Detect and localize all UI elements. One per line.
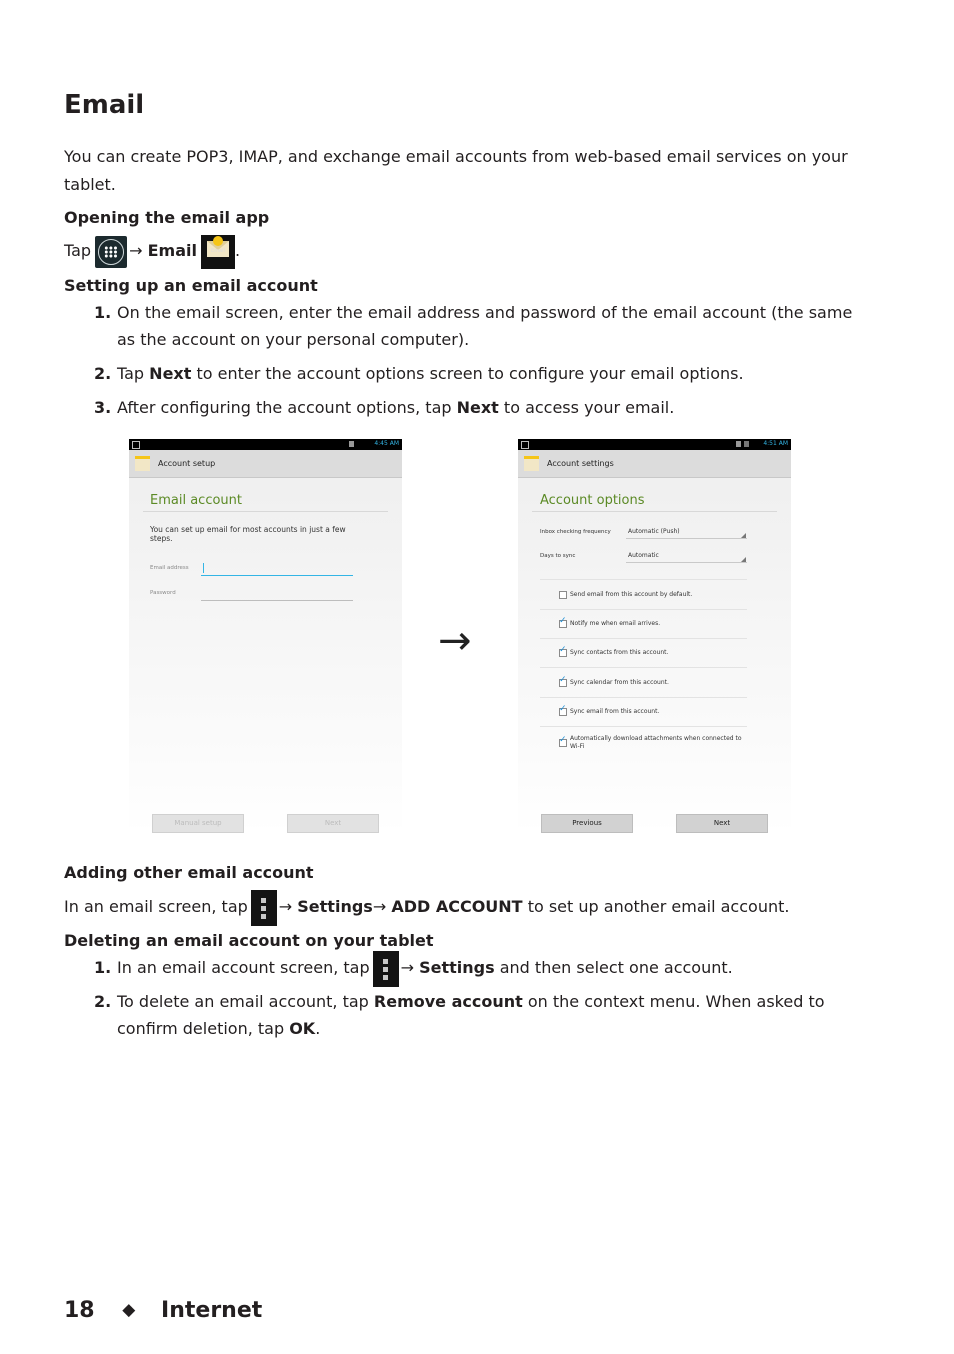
step-number: 2. (94, 364, 112, 383)
account-settings-screenshot (518, 439, 791, 834)
step-number: 1. (94, 303, 112, 322)
checkbox-checked-icon[interactable] (559, 679, 567, 687)
tap-text: Tap (64, 241, 92, 260)
setup-step-2: Tap Next to enter the account options screen to configure your email options. (117, 364, 744, 383)
action-title: Account setup (158, 459, 216, 468)
action-bar (129, 450, 402, 478)
step-number: 2. (94, 992, 112, 1011)
heading-rule (532, 511, 777, 512)
status-bar (129, 439, 402, 450)
diamond-icon: ◆ (122, 1300, 136, 1320)
status-time: 4:51 AM (763, 440, 788, 447)
inbox-frequency-label: Inbox checking frequency (540, 529, 611, 535)
password-input[interactable] (201, 600, 353, 601)
days-to-sync-label: Days to sync (540, 553, 576, 559)
setup-step-1: On the email screen, enter the email address and password of the email account (the same as the account on your personal computer). (117, 303, 853, 349)
option-separator (540, 726, 747, 727)
previous-button[interactable]: Previous (541, 814, 633, 833)
checkbox-checked-icon[interactable] (559, 739, 567, 747)
checkbox-checked-icon[interactable] (559, 649, 567, 657)
manual-setup-button[interactable]: Manual setup (152, 814, 244, 833)
adding-heading: Adding other email account (64, 863, 314, 882)
option-separator (540, 638, 747, 639)
add-account-label: ADD ACCOUNT (391, 897, 523, 916)
adding-line: In an email screen, tap → Settings→ ADD ACCOUNT to set up another email account. (64, 889, 789, 926)
dropdown-icon (741, 557, 746, 562)
intro-paragraph: You can create POP3, IMAP, and exchange email accounts from web-based email services on your tablet. (64, 147, 848, 194)
step-number: 1. (94, 958, 112, 977)
checkbox-checked-icon[interactable] (559, 620, 567, 628)
setup-step-3: After configuring the account options, tap Next to access your email. (117, 398, 675, 417)
screen-heading: Account options (540, 493, 645, 508)
wifi-icon (744, 441, 749, 447)
option-separator (540, 609, 747, 610)
option-label: Sync calendar from this account. (570, 679, 669, 686)
arrow-text: → (129, 241, 143, 260)
status-time: 4:45 AM (374, 440, 399, 447)
opening-heading: Opening the email app (64, 208, 270, 227)
setup-heading: Setting up an email account (64, 276, 318, 295)
alarm-icon (736, 441, 741, 447)
period-text: . (234, 241, 241, 260)
email-app-icon (524, 456, 539, 471)
email-icon-caption: Email (211, 247, 225, 254)
settings-label: Settings (419, 958, 495, 977)
password-label: Password (150, 590, 176, 596)
email-app-icon (135, 456, 150, 471)
status-bar (518, 439, 791, 450)
next-button[interactable]: Next (676, 814, 768, 833)
option-separator (540, 697, 747, 698)
notification-icon (521, 441, 529, 449)
action-title: Account settings (547, 459, 614, 468)
option-label: Notify me when email arrives. (570, 620, 661, 627)
next-button[interactable]: Next (287, 814, 379, 833)
option-label: Sync email from this account. (570, 708, 660, 715)
dropdown-icon (741, 533, 746, 538)
option-separator (540, 667, 747, 668)
screen-heading: Email account (150, 493, 242, 508)
deleting-heading: Deleting an email account on your tablet (64, 931, 434, 950)
option-label: Automatically download attachments when connected to Wi-Fi (570, 735, 742, 750)
account-setup-screenshot (129, 439, 402, 834)
email-address-label: Email address (150, 565, 189, 571)
section-name: Internet (161, 1298, 263, 1323)
overflow-menu-icon (373, 951, 399, 987)
app-launcher-icon (95, 236, 127, 268)
step-number: 3. (94, 398, 112, 417)
overflow-menu-icon (251, 890, 277, 926)
days-underline (626, 562, 747, 563)
option-label: Send email from this account by default. (570, 591, 693, 598)
page-title: Email (64, 90, 145, 120)
email-label: Email (147, 241, 197, 260)
opening-line (64, 234, 240, 269)
page-footer (64, 1298, 262, 1323)
setup-instruction: You can set up email for most accounts in just a few steps. (150, 525, 346, 543)
page-number: 18 (64, 1298, 95, 1323)
frequency-underline (626, 538, 747, 539)
text-cursor (203, 563, 204, 573)
delete-step-1: In an email account screen, tap → Settings and then select one account. (117, 950, 733, 987)
checkbox-checked-icon[interactable] (559, 708, 567, 716)
option-separator (540, 579, 747, 580)
email-address-input[interactable] (201, 575, 353, 576)
days-to-sync-value[interactable]: Automatic (628, 552, 659, 559)
notification-icon (132, 441, 140, 449)
heading-rule (143, 511, 388, 512)
action-bar (518, 450, 791, 478)
email-app-icon (201, 235, 235, 269)
alarm-icon (349, 441, 354, 447)
checkbox-icon[interactable] (559, 591, 567, 599)
inbox-frequency-value[interactable]: Automatic (Push) (628, 528, 680, 535)
settings-label: Settings (297, 897, 373, 916)
flow-arrow: → (438, 618, 472, 664)
delete-step-2: To delete an email account, tap Remove account on the context menu. When asked to confirm deletion, tap OK. (117, 992, 825, 1038)
option-label: Sync contacts from this account. (570, 649, 669, 656)
